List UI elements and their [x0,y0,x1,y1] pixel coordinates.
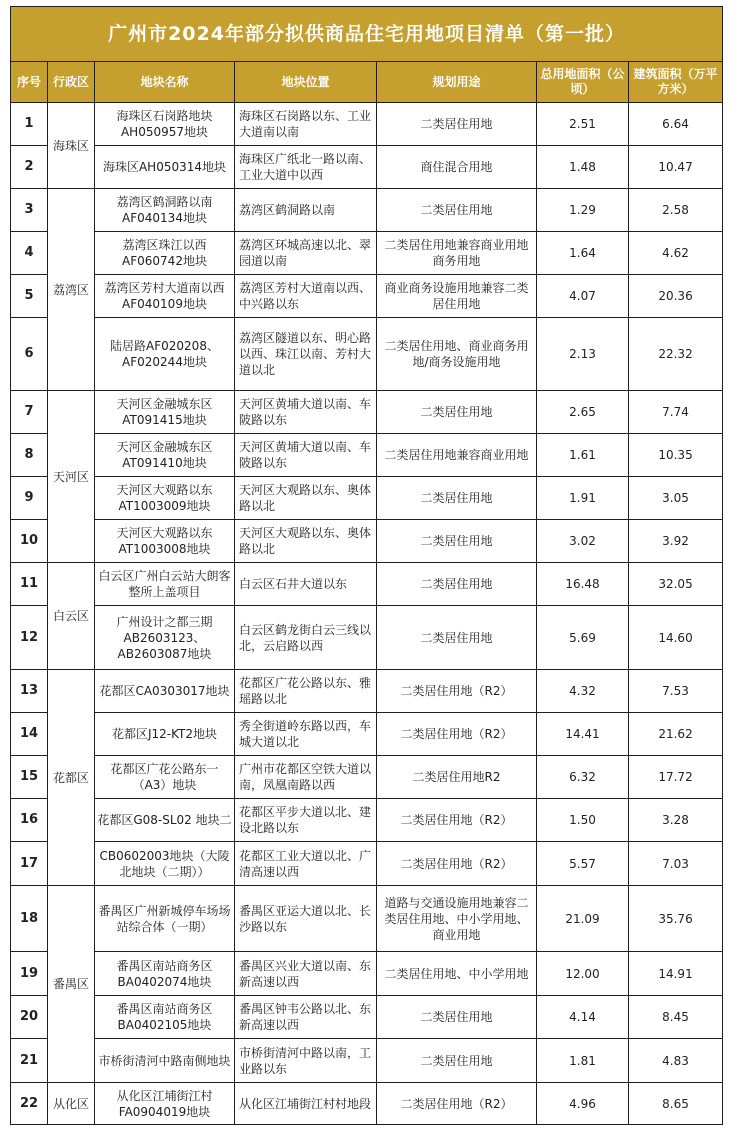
parcel-location: 从化区江埔街江村村地段 [235,1083,377,1125]
row-no: 18 [11,886,48,952]
parcel-name: 天河区金融城东区AT091415地块 [95,391,235,434]
parcel-name: 从化区江埔街江村FA0904019地块 [95,1083,235,1125]
row-no: 5 [11,275,48,318]
row-no: 14 [11,713,48,756]
parcel-location: 天河区大观路以东、奥体路以北 [235,520,377,563]
planned-use: 二类居住用地 [377,1039,537,1083]
planned-use: 二类居住用地 [377,996,537,1039]
building-area: 4.62 [629,232,723,275]
row-no: 11 [11,563,48,606]
building-area: 22.32 [629,318,723,391]
total-area: 6.32 [537,756,629,799]
planned-use: 二类居住用地 [377,477,537,520]
table-row [11,756,723,799]
planned-use: 二类居住用地（R2） [377,713,537,756]
total-area: 4.07 [537,275,629,318]
total-area: 4.32 [537,670,629,713]
row-no: 19 [11,952,48,996]
total-area: 4.14 [537,996,629,1039]
header-building: 建筑面积（万平方米） [629,62,723,103]
row-no: 7 [11,391,48,434]
district-cell: 花都区 [48,670,95,886]
building-area: 17.72 [629,756,723,799]
row-no: 2 [11,146,48,189]
planned-use: 二类居住用地兼容商业用地 [377,434,537,477]
header-location: 地块位置 [235,62,377,103]
planned-use: 二类居住用地 [377,606,537,670]
table-row [11,996,723,1039]
row-no: 22 [11,1083,48,1125]
header-use: 规划用途 [377,62,537,103]
planned-use: 商业商务设施用地兼容二类居住用地 [377,275,537,318]
table-row [11,391,723,434]
table-row [11,886,723,952]
table-row [11,842,723,886]
parcel-name: 番禺区广州新城停车场场站综合体（一期） [95,886,235,952]
table-row [11,563,723,606]
parcel-name: 广州设计之都三期AB2603123、AB2603087地块 [95,606,235,670]
parcel-location: 白云区鹤龙街白云三线以北，云启路以西 [235,606,377,670]
table-row [11,670,723,713]
building-area: 32.05 [629,563,723,606]
planned-use: 二类居住用地 [377,103,537,146]
parcel-location: 海珠区广纸北一路以南、工业大道中以西 [235,146,377,189]
planned-use: 二类居住用地R2 [377,756,537,799]
parcel-location: 市桥街清河中路以南，工业路以东 [235,1039,377,1083]
table-row [11,520,723,563]
total-area: 1.81 [537,1039,629,1083]
parcel-location: 花都区工业大道以北、广清高速以西 [235,842,377,886]
table-row [11,1039,723,1083]
row-no: 1 [11,103,48,146]
total-area: 1.48 [537,146,629,189]
parcel-name: 花都区广花公路东一（A3）地块 [95,756,235,799]
parcel-name: 花都区J12-KT2地块 [95,713,235,756]
header-name: 地块名称 [95,62,235,103]
parcel-name: 番禺区南站商务区BA0402074地块 [95,952,235,996]
row-no: 21 [11,1039,48,1083]
district-cell: 海珠区 [48,103,95,189]
building-area: 7.53 [629,670,723,713]
parcel-location: 番禺区亚运大道以北、长沙路以东 [235,886,377,952]
parcel-name: 花都区G08-SL02 地块二 [95,799,235,842]
parcel-name: CB0602003地块（大陵北地块（二期）） [95,842,235,886]
parcel-location: 白云区石井大道以东 [235,563,377,606]
district-cell: 番禺区 [48,886,95,1083]
parcel-name: 荔湾区鹤洞路以南AF040134地块 [95,189,235,232]
page-title: 广州市2024年部分拟供商品住宅用地项目清单（第一批） [11,7,723,62]
total-area: 1.64 [537,232,629,275]
row-no: 13 [11,670,48,713]
header-area: 总用地面积（公顷） [537,62,629,103]
parcel-location: 番禺区钟韦公路以北、东新高速以西 [235,996,377,1039]
planned-use: 道路与交通设施用地兼容二类居住用地、中小学用地、商业用地 [377,886,537,952]
district-cell: 从化区 [48,1083,95,1125]
parcel-name: 天河区大观路以东AT1003008地块 [95,520,235,563]
planned-use: 二类居住用地 [377,563,537,606]
parcel-location: 荔湾区环城高速以北、翠园道以南 [235,232,377,275]
parcel-name: 花都区CA0303017地块 [95,670,235,713]
planned-use: 二类居住用地、中小学用地 [377,952,537,996]
parcel-location: 天河区黄埔大道以南、车陂路以东 [235,434,377,477]
building-area: 21.62 [629,713,723,756]
table-row [11,189,723,232]
planned-use: 二类居住用地（R2） [377,1083,537,1125]
total-area: 12.00 [537,952,629,996]
building-area: 3.28 [629,799,723,842]
parcel-name: 天河区金融城东区AT091410地块 [95,434,235,477]
parcel-name: 番禺区南站商务区BA0402105地块 [95,996,235,1039]
planned-use: 二类居住用地 [377,520,537,563]
table-row [11,1083,723,1125]
total-area: 16.48 [537,563,629,606]
row-no: 16 [11,799,48,842]
building-area: 10.47 [629,146,723,189]
planned-use: 二类居住用地（R2） [377,842,537,886]
total-area: 1.29 [537,189,629,232]
total-area: 2.51 [537,103,629,146]
building-area: 7.74 [629,391,723,434]
parcel-location: 番禺区兴业大道以南、东新高速以西 [235,952,377,996]
district-cell: 天河区 [48,391,95,563]
district-cell: 白云区 [48,563,95,670]
total-area: 5.69 [537,606,629,670]
table-row [11,713,723,756]
planned-use: 二类居住用地（R2） [377,670,537,713]
building-area: 4.83 [629,1039,723,1083]
parcel-name: 市桥街清河中路南侧地块 [95,1039,235,1083]
header-row [11,62,723,103]
parcel-location: 荔湾区隧道以东、明心路以西、珠江以南、芳村大道以北 [235,318,377,391]
row-no: 8 [11,434,48,477]
parcel-location: 荔湾区鹤洞路以南 [235,189,377,232]
total-area: 14.41 [537,713,629,756]
parcel-location: 海珠区石岗路以东、工业大道南以南 [235,103,377,146]
total-area: 1.61 [537,434,629,477]
parcel-name: 陆居路AF020208、AF020244地块 [95,318,235,391]
planned-use: 二类居住用地（R2） [377,799,537,842]
total-area: 5.57 [537,842,629,886]
table-row [11,606,723,670]
parcel-location: 天河区大观路以东、奥体路以北 [235,477,377,520]
district-cell: 荔湾区 [48,189,95,391]
total-area: 3.02 [537,520,629,563]
row-no: 6 [11,318,48,391]
parcel-name: 海珠区AH050314地块 [95,146,235,189]
parcel-name: 天河区大观路以东AT1003009地块 [95,477,235,520]
total-area: 21.09 [537,886,629,952]
building-area: 8.45 [629,996,723,1039]
building-area: 3.05 [629,477,723,520]
table-row [11,318,723,391]
header-district: 行政区 [48,62,95,103]
row-no: 12 [11,606,48,670]
building-area: 35.76 [629,886,723,952]
parcel-location: 花都区广花公路以东、雅瑶路以北 [235,670,377,713]
total-area: 4.96 [537,1083,629,1125]
row-no: 3 [11,189,48,232]
parcel-location: 广州市花都区空铁大道以南，凤凰南路以西 [235,756,377,799]
parcel-location: 秀全街道岭东路以西，车城大道以北 [235,713,377,756]
planned-use: 二类居住用地、商业商务用地/商务设施用地 [377,318,537,391]
parcel-name: 荔湾区珠江以西AF060742地块 [95,232,235,275]
row-no: 10 [11,520,48,563]
row-no: 20 [11,996,48,1039]
row-no: 15 [11,756,48,799]
parcel-name: 白云区广州白云站大朗客整所上盖项目 [95,563,235,606]
building-area: 8.65 [629,1083,723,1125]
building-area: 3.92 [629,520,723,563]
building-area: 6.64 [629,103,723,146]
parcel-name: 荔湾区芳村大道南以西AF040109地块 [95,275,235,318]
table-row [11,275,723,318]
row-no: 9 [11,477,48,520]
land-list-table [10,6,723,1125]
table-row [11,952,723,996]
table-row [11,477,723,520]
planned-use: 二类居住用地 [377,189,537,232]
total-area: 2.65 [537,391,629,434]
table-row [11,799,723,842]
total-area: 1.50 [537,799,629,842]
building-area: 20.36 [629,275,723,318]
total-area: 2.13 [537,318,629,391]
building-area: 2.58 [629,189,723,232]
table-row [11,103,723,146]
table-row [11,232,723,275]
land-list-document [10,6,722,1125]
parcel-name: 海珠区石岗路地块AH050957地块 [95,103,235,146]
building-area: 10.35 [629,434,723,477]
table-row [11,434,723,477]
building-area: 14.60 [629,606,723,670]
parcel-location: 荔湾区芳村大道南以西、中兴路以东 [235,275,377,318]
row-no: 4 [11,232,48,275]
parcel-location: 花都区平步大道以北、建设北路以东 [235,799,377,842]
header-no: 序号 [11,62,48,103]
planned-use: 二类居住用地 [377,391,537,434]
building-area: 7.03 [629,842,723,886]
planned-use: 商住混合用地 [377,146,537,189]
table-row [11,146,723,189]
planned-use: 二类居住用地兼容商业用地商务用地 [377,232,537,275]
row-no: 17 [11,842,48,886]
building-area: 14.91 [629,952,723,996]
total-area: 1.91 [537,477,629,520]
parcel-location: 天河区黄埔大道以南、车陂路以东 [235,391,377,434]
